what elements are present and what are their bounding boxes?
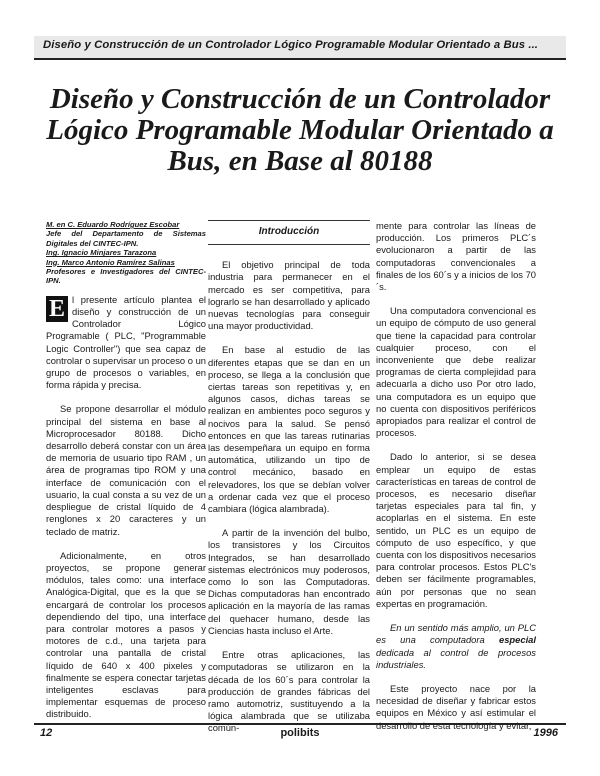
- column-3: [376, 220, 536, 744]
- pull-quote-emphasis: especial: [498, 634, 536, 646]
- author-2: Ing. Ignacio Minjares Tarazona: [46, 248, 157, 258]
- abstract-text: l presente artículo plantea el diseño y construcción de un Controlador Lógico Programable ( PLC, "Programmable Logic Controller") que sea capaz de controlar o supervisar un proceso o un grupo de procesos o variables, en forma rápida y precisa.: [46, 293, 206, 391]
- pull-quote: [376, 622, 536, 671]
- pull-quote-text-end: dedicada al control de procesos industriales.: [376, 646, 536, 670]
- paragraph: Adicionalmente, en otros proyectos, se propone generar módulos, tales como: una interface Analógica-Digital, que es la que se encargará de controlar los procesos dependiendo del tipo, una interface para controlar motores a pasos y motores de c.d., una tarjeta para controlar una pantalla de cristal líquido de 640 x 400 pixeles y finalmente se espera conectar tarjetas inteligentes esclavas para implementar esquemas de proceso distribuido.: [46, 549, 206, 720]
- pull-quote-text: En un sentido más amplio, un PLC es una computadora: [376, 622, 536, 646]
- author-1: M. en C. Eduardo Rodríguez Escobar: [46, 220, 180, 229]
- section-heading-introduccion: Introducción: [208, 220, 370, 245]
- abstract-paragraph: [46, 294, 206, 392]
- footer-rule: [34, 723, 566, 725]
- column-2: [208, 220, 370, 747]
- author-1-affiliation: Jefe del Departamento de Sistemas Digitales del CINTEC-IPN.: [46, 229, 206, 248]
- column-1: [46, 220, 206, 733]
- authors-affiliation: Profesores e Investigadores del CINTEC-IPN.: [46, 267, 206, 286]
- author-3: Ing. Marco Antonio Ramírez Salinas: [46, 257, 175, 267]
- page-number: 12: [40, 727, 53, 739]
- drop-cap: E: [46, 296, 68, 322]
- author-block: [46, 220, 206, 286]
- publication-year: 1996: [533, 727, 558, 739]
- paragraph: A partir de la invención del bulbo, los transistores y los Circuitos Integrados, se han desarrollado sistemas electrónicos muy poderosos, como lo son las Computadoras. Dichas computadoras han encontrado aplicación en la mayoría de las ramas del quehacer humano, desde las Ciencias hasta incluso el Arte.: [208, 527, 370, 636]
- paragraph: Dado lo anterior, si se desea emplear un equipo de estas características en tareas de control de procesos, es necesario diseñar tarjetas especiales para tal fin, y acoplarlas en el sistema. En este sentido, un PLC es un equipo de cómputo de uso específico, y que cuenta con los dispositivos necesarios para controlar procesos. Estos PLC's deben ser fácilmente programables, aún por personas que no sean expertas en programación.: [376, 451, 536, 609]
- paragraph: mente para controlar las líneas de producción. Los primeros PLC´s evolucionaron a partir de las computadoras convencionales a finales de los 60´s y a inicios de los 70´s.: [376, 220, 536, 293]
- article-title: Diseño y Construcción de un Controlador Lógico Programable Modular Orientado a Bus, en Base al 80188: [46, 83, 554, 177]
- running-header: Diseño y Construcción de un Controlador Lógico Programable Modular Orientado a Bus ...: [43, 39, 539, 51]
- journal-name: polibits: [280, 727, 320, 739]
- paragraph: Este proyecto nace por la necesidad de diseñar y fabricar estos equipos en México y así estimular el desarrollo de esta tecnología y evitar,: [376, 682, 536, 731]
- paragraph: Se propone desarrollar el módulo principal del sistema en base al Microprocesador 80188. Dicho desarrollo deberá constar con un área de memoria de usuario tipo RAM , un área de programas tipo ROM y una interface de comunicación con el usuario, la cual consta a su vez de un despliegue de cristal líquido de 4 renglones x 20 caracteres y un teclado de matriz.: [46, 403, 206, 537]
- paragraph: Una computadora convencional es un equipo de cómputo de uso general que tiene la capacidad para controlar cualquier proceso, con el inconveniente que debe realizar programas de cierta complejidad para adecuarla a dicho uso Por otro lado, una computadora es un equipo que no cuenta con dispositivos periféricos apropiados para realizar el control de procesos.: [376, 305, 536, 439]
- paragraph: El objetivo principal de toda industria para permanecer en el mercado es ser competitiva, para lograrlo se han desarrollado y aplicado nuevas tecnologías para conseguir una mayor productividad.: [208, 259, 370, 332]
- paragraph: Entre otras aplicaciones, las computadoras se utilizaron en la década de los 60´s para controlar la producción de grandes fábricas del ramo automotriz, sustituyendo a la lógica alambrada que se utilizaba común-: [208, 649, 370, 734]
- paragraph: En base al estudio de las diferentes etapas que se dan en un proceso, se llega a la conclusión que ciertas tareas son repetitivas y, en algunos casos, dichas tareas se realizan en ambientes poco seguros y nocivos para la salud. Se pensó entonces en que las tareas rutinarias las desempeñara un equipo en forma automática, utilizando un tipo de control mecánico, basado en relevadores, los que se debían volver a ordenar cada vez que el proceso cambiara (lógica alambrada).: [208, 344, 370, 515]
